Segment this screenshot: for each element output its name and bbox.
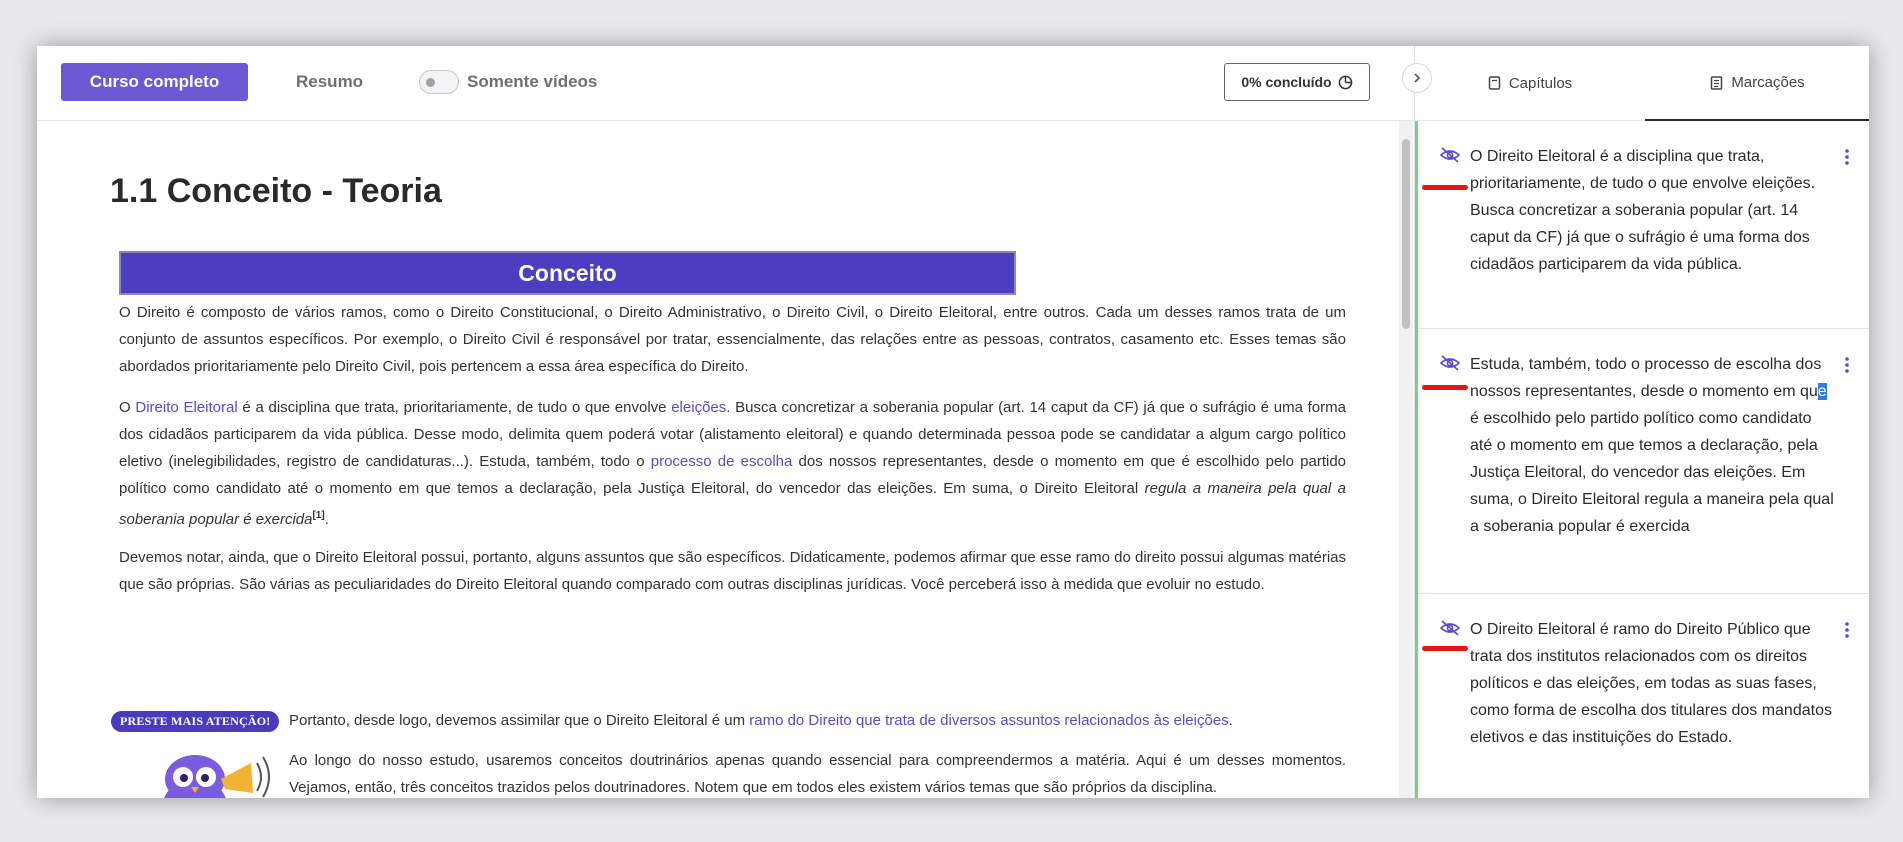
clock-pie-icon	[1338, 75, 1353, 90]
text-segment: . Busca concretizar a soberania popular (art. 14 caput da CF) já que o sufrágio é uma forma dos cidadãos participarem da vida pública. Desse modo, delimita quem poderá votar (alistamento eleitoral) e quando determinada pessoa pode se candidatar a algum cargo político eletivo (inelegibilidades, registro de candidaturas...). Estuda, também, todo o	[119, 399, 1346, 470]
book-icon	[1488, 76, 1501, 90]
bookmark-item[interactable]	[1418, 329, 1869, 594]
bookmark-item[interactable]	[1418, 594, 1869, 798]
lesson-toolbar	[37, 46, 1414, 121]
annotation-mark	[1422, 646, 1468, 651]
footnote-link[interactable]: [1]	[312, 510, 325, 521]
summary-tab[interactable]: Resumo	[296, 72, 364, 91]
italic-text: regula a maneira pela qual a soberania popular é exercida	[119, 480, 1346, 528]
text-segment: Portanto, desde logo, devemos assimilar que o Direito Eleitoral é um	[289, 712, 750, 729]
owl-mascot-icon	[143, 741, 273, 798]
text-segment: .	[1228, 712, 1233, 729]
more-options-icon[interactable]	[1845, 357, 1849, 373]
page-title: 1.1 Conceito - Teoria	[110, 172, 442, 210]
tab-chapters[interactable]	[1415, 46, 1645, 121]
eleicoes-link[interactable]: eleições	[671, 399, 727, 416]
eye-off-icon[interactable]	[1440, 620, 1460, 636]
lesson-pane	[37, 46, 1414, 798]
chevron-right-icon	[1411, 72, 1423, 84]
bookmark-item[interactable]	[1418, 121, 1869, 329]
more-options-icon[interactable]	[1845, 149, 1849, 165]
paragraph-2	[119, 394, 1346, 533]
lesson-scrollbar[interactable]	[1399, 121, 1413, 798]
attention-badge: PRESTE MAIS ATENÇÃO!	[111, 711, 279, 732]
bookmark-text: O Direito Eleitoral é a disciplina que trata, prioritariamente, de tudo o que envolve eleições. Busca concretizar a soberania popular (art. 14 caput da CF) já que o sufrágio é uma forma dos cidadãos participarem da vida pública.	[1470, 148, 1816, 273]
processo-de-escolha-link[interactable]: processo de escolha	[650, 453, 793, 470]
scrollbar-thumb[interactable]	[1402, 139, 1410, 329]
bookmark-list	[1415, 121, 1869, 798]
bookmark-text	[1470, 351, 1835, 540]
ramo-do-direito-link[interactable]: ramo do Direito que trata de diversos assuntos relacionados às eleições	[749, 712, 1229, 729]
tab-bookmarks-label: Marcações	[1731, 74, 1805, 91]
text-segment: .	[324, 511, 329, 528]
text-segment: dos nossos representantes, desde o momento em que é escolhido pelo partido político como candidato até o momento em que temos a declaração, pela Justiça Eleitoral, do vencedor das eleições. Em suma, o Direito Eleitoral	[119, 453, 1347, 497]
paragraph-4: Ao longo do nosso estudo, usaremos conceitos doutrinários apenas quando essencial para compreendermos a matéria. Aqui é um desses momentos. Vejamos, então, três conceitos trazidos pelos doutrinadores. Notem que em todos eles existem vários temas que são próprios da disciplina.	[289, 752, 1346, 796]
videos-only-label: Somente vídeos	[467, 72, 598, 91]
annotation-mark	[1422, 385, 1468, 390]
app-window	[37, 46, 1869, 798]
videos-only-toggle[interactable]	[419, 70, 459, 94]
eye-off-icon[interactable]	[1440, 355, 1460, 371]
progress-button[interactable]	[1224, 63, 1370, 101]
text-segment: é a disciplina que trata, prioritariamente, de tudo o que envolve	[237, 399, 672, 416]
progress-label: 0% concluído	[1241, 74, 1332, 90]
concept-heading: Conceito	[119, 251, 1016, 295]
tab-chapters-label: Capítulos	[1508, 74, 1573, 92]
paragraph-3: Devemos notar, ainda, que o Direito Eleitoral possui, portanto, alguns assuntos que são específicos. Didaticamente, podemos afirmar que esse ramo do direito possui algumas matérias que são próprias. São várias as peculiaridades do Direito Eleitoral quando comparado com outras disciplinas jurídicas. Você perceberá isso à medida que evoluir no estudo.	[119, 549, 1346, 593]
side-panel	[1414, 46, 1869, 798]
direito-eleitoral-link[interactable]: Direito Eleitoral	[135, 399, 238, 416]
collapse-panel-button[interactable]	[1402, 63, 1432, 93]
text-selection: e	[1817, 383, 1827, 400]
text-segment: é escolhido pelo partido político como candidato até o momento em que temos a declaração, pela Justiça Eleitoral, do vencedor das eleições. Em suma, o Direito Eleitoral regula a maneira pela qual a soberania popular é exercida	[1470, 410, 1834, 535]
eye-off-icon[interactable]	[1440, 147, 1460, 163]
paragraph-1: O Direito é composto de vários ramos, como o Direito Constitucional, o Direito Administrativo, o Direito Civil, o Direito Eleitoral, entre outros. Cada um desses ramos trata de um conjunto de assuntos específicos. Por exemplo, o Direito Civil é responsável por tratar, essencialmente, das relações entre as pessoas, contratos, casamento etc. Esses temas são abordados prioritariamente pelo Direito Civil, pois pertencem a essa área específica do Direito.	[119, 304, 1346, 375]
text-segment: Estuda, também, todo o processo de escolha dos nossos representantes, desde o momento em qu	[1470, 356, 1822, 400]
attention-text	[289, 710, 1233, 732]
text-segment: O	[119, 399, 136, 416]
full-course-button[interactable]: Curso completo	[61, 63, 248, 101]
notes-icon	[1710, 76, 1723, 90]
annotation-mark	[1422, 185, 1468, 190]
tab-bookmarks[interactable]	[1645, 46, 1869, 121]
more-options-icon[interactable]	[1845, 622, 1849, 638]
lesson-content	[37, 121, 1397, 798]
bookmark-text: O Direito Eleitoral é ramo do Direito Público que trata dos institutos relacionados com os direitos políticos e das eleições, em todas as suas fases, como forma de escolha dos titulares dos mandatos eletivos e das instituições do Estado.	[1470, 621, 1832, 746]
toggle-knob	[426, 78, 435, 87]
